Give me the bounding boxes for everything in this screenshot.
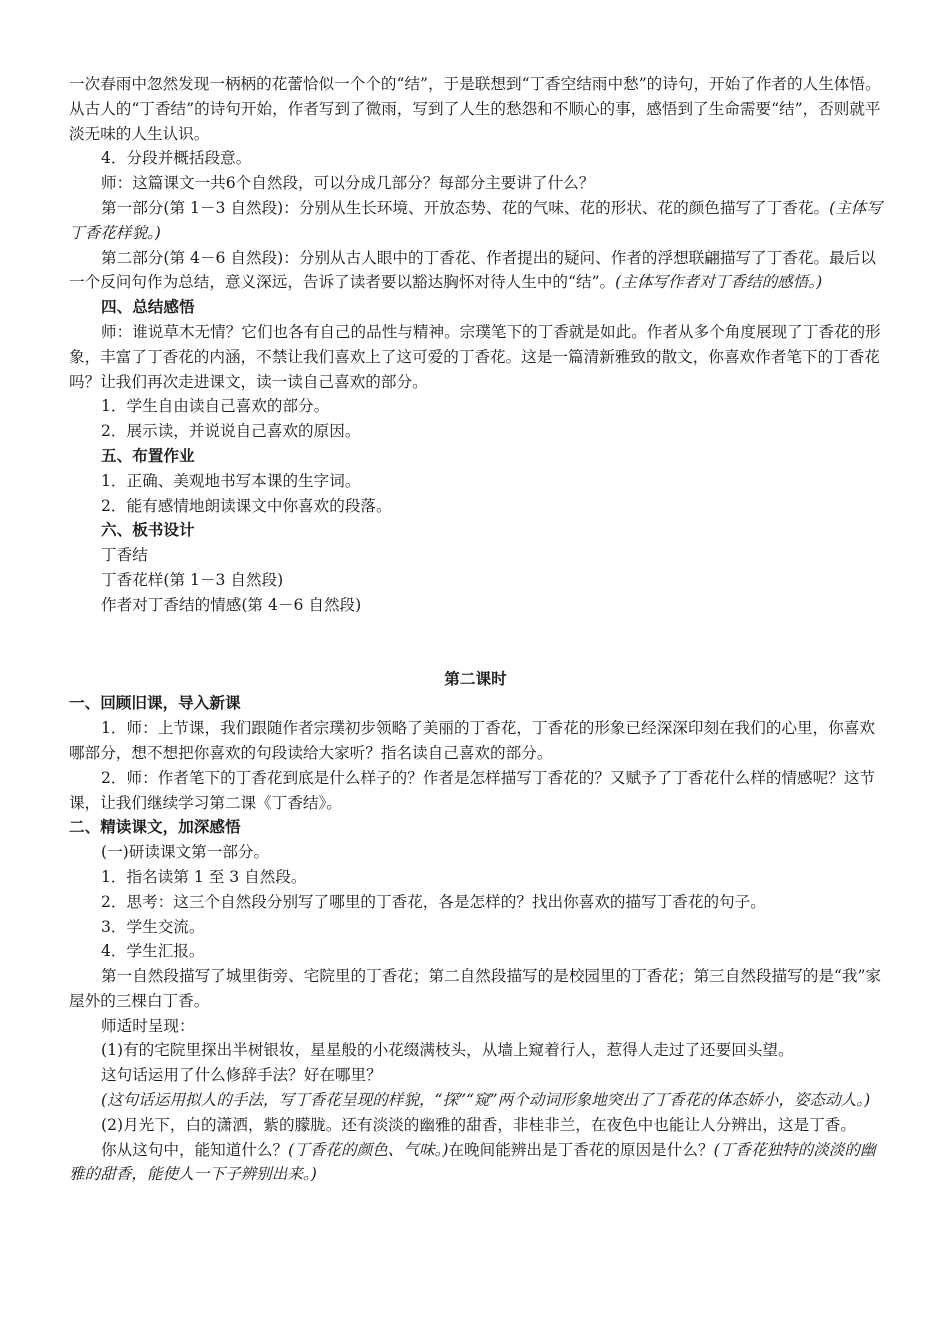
heading-review: 一、回顾旧课，导入新课: [69, 693, 241, 713]
board-line-3: 作者对丁香结的情感(第 4－6 自然段): [101, 595, 362, 614]
report-paragraph: 第一自然段描写了城里街旁、宅院里的丁香花；第二自然段描写的是校园里的丁香花；第三自然段描写的是“我”家屋外的三棵白丁香。: [69, 967, 882, 1010]
section-2-text: 第二部分(第 4－6 自然段)：分别从古人眼中的丁香花、作者提出的疑问、作者的浮想联翩描写了丁香花。最后以一个反问句作为总结，意义深远，告诉了读者要以豁达胸怀对待人生中的“结”。: [69, 248, 876, 292]
board-line-2: 丁香花样(第 1－3 自然段): [101, 570, 284, 589]
example-2-question-1: 你从这句中，能知道什么？: [101, 1140, 289, 1159]
example-2: (2)月光下，白的潇洒，紫的朦胧。还有淡淡的幽雅的甜香，非桂非兰，在夜色中也能让人分辨出，这是丁香。: [101, 1115, 856, 1134]
review-1: 1．师：上节课，我们跟随作者宗璞初步领略了美丽的丁香花，丁香花的形象已经深深印刻在我们的心里，你喜欢哪部分，想不想把你喜欢的句段读给大家听？指名读自己喜欢的部分。: [69, 719, 876, 762]
reading-step-4: 4．学生汇报。: [101, 942, 205, 961]
example-2-discussion: [69, 1138, 882, 1188]
example-2-question-2: 在晚间能辨出是丁香花的原因是什么？: [448, 1140, 714, 1159]
section-1-note: (主体写丁香花样貌。): [69, 198, 882, 242]
summary-step-1: 1．学生自由读自己喜欢的部分。: [101, 397, 330, 416]
heading-board-design: 六、板书设计: [101, 520, 195, 540]
example-1-question: 这句话运用了什么修辞手法？好在哪里？: [101, 1066, 382, 1085]
board-line-1: 丁香结: [101, 546, 148, 565]
section-1-summary: [69, 196, 882, 246]
homework-2: 2．能有感情地朗读课文中你喜欢的段落。: [101, 496, 392, 515]
section-1-text: 第一部分(第 1－3 自然段)：分别从生长环境、开放态势、花的气味、花的形状、花的颜色描写了丁香花。: [101, 198, 830, 217]
reading-step-2: 2．思考：这三个自然段分别写了哪里的丁香花，各是怎样的？找出你喜欢的描写丁香花的句子。: [101, 892, 766, 911]
summary-paragraph: 师：谁说草木无情？它们也各有自己的品性与精神。宗璞笔下的丁香就是如此。作者从多个角度展现了丁香花的形象，丰富了丁香花的内涵，不禁让我们喜欢上了这可爱的丁香花。这是一篇清新雅致的散文，你喜欢作者笔下的丁香花吗？让我们再次走进课文，读一读自己喜欢的部分。: [69, 322, 881, 391]
present-label: 师适时呈现：: [101, 1016, 195, 1035]
paragraph-intro-end: 一次春雨中忽然发现一柄柄的花蕾恰似一个个的“结”，于是联想到“丁香空结雨中愁”的诗句，开始了作者的人生体悟。从古人的“丁香结”的诗句开始，作者写到了微雨，写到了人生的愁怨和不顺心的事，感悟到了生命需要“结”，否则就平淡无味的人生认识。: [69, 75, 881, 143]
example-2-answer-2: (丁香花独特的淡淡的幽雅的甜香，能使人一下子辨别出来。): [69, 1140, 876, 1184]
reading-step-3: 3．学生交流。: [101, 917, 205, 936]
heading-summary: 四、总结感悟: [101, 297, 195, 317]
review-2: 2．师：作者笔下的丁香花到底是什么样子的？作者是怎样描写丁香花的？又赋予了丁香花什么样的情感呢？这节课，让我们继续学习第二课《丁香结》。: [69, 768, 876, 812]
lesson-2-title: 第二课时: [444, 668, 507, 688]
section-2-note: (主体写作者对丁香结的感悟。): [615, 273, 823, 292]
spacer: [69, 618, 882, 667]
section-2-summary: [69, 246, 882, 296]
example-2-answer-1: (丁香花的颜色、气味。): [288, 1140, 449, 1159]
heading-homework: 五、布置作业: [101, 445, 195, 465]
example-1-answer: (这句话运用拟人的手法，写丁香花呈现的样貌，“探”“窥”两个动词形象地突出了丁香花的体态娇小，姿态动人。): [101, 1091, 871, 1110]
teacher-question: 师：这篇课文一共6个自然段，可以分成几部分？每部分主要讲了什么？: [101, 174, 595, 193]
example-1: (1)有的宅院里探出半树银妆，星星般的小花缀满枝头，从墙上窥着行人，惹得人走过了还要回头望。: [101, 1041, 794, 1060]
homework-1: 1．正确、美观地书写本课的生字词。: [101, 471, 361, 490]
summary-step-2: 2．展示读，并说说自己喜欢的原因。: [101, 422, 361, 441]
step-4: 4．分段并概括段意。: [101, 149, 252, 168]
heading-close-reading: 二、精读课文，加深感悟: [69, 817, 241, 837]
subheading-part-1: (一)研读课文第一部分。: [101, 843, 270, 862]
reading-step-1: 1．指名读第 1 至 3 自然段。: [101, 867, 307, 886]
